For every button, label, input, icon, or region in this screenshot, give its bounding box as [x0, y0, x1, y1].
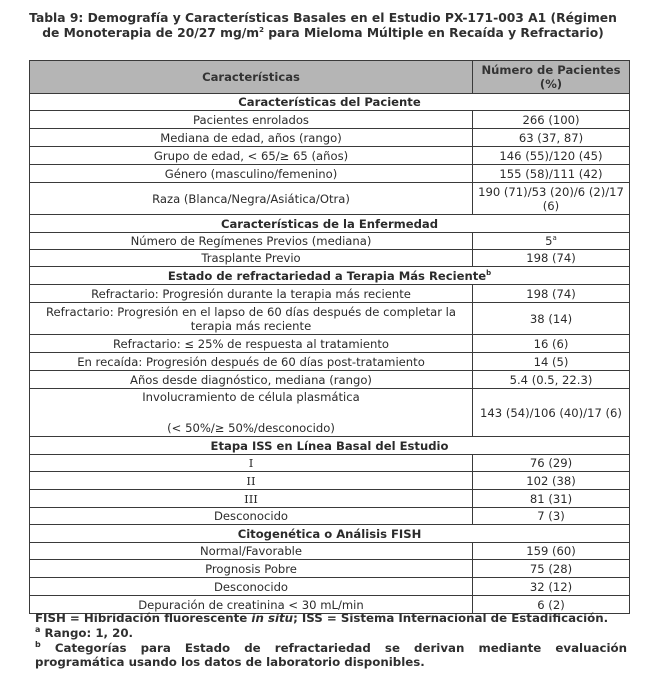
row-value: 16 (6) [473, 335, 630, 353]
table-row [30, 165, 630, 183]
footnote-marker: b [486, 268, 492, 277]
table-row [30, 335, 630, 353]
row-value: 266 (100) [473, 111, 630, 129]
table-row [30, 578, 630, 596]
row-label: En recaída: Progresión después de 60 días post-tratamiento [30, 353, 473, 371]
row-value: 38 (14) [473, 303, 630, 335]
row-label: II [30, 472, 473, 490]
header-characteristics: Características [30, 61, 473, 94]
row-label [30, 389, 473, 437]
row-value: 81 (31) [473, 490, 630, 508]
table-row [30, 472, 630, 490]
row-value: 63 (37, 87) [473, 129, 630, 147]
footnote-text: FISH = Hibridación fluorescente [35, 611, 252, 625]
row-value: 190 (71)/53 (20)/6 (2)/17 (6) [473, 183, 630, 215]
section-row [30, 525, 630, 543]
row-value: 143 (54)/106 (40)/17 (6) [473, 389, 630, 437]
row-label: Desconocido [30, 508, 473, 525]
row-label-line-1: Involucramiento de célula plasmática [142, 390, 360, 404]
row-label: Número de Regímenes Previos (mediana) [30, 233, 473, 250]
row-label: Pacientes enrolados [30, 111, 473, 129]
footnote-marker: a [552, 234, 557, 243]
footnote-b-line-2: programática usando los datos de laboratorio disponibles. [35, 655, 425, 669]
footnote-text: Rango: 1, 20. [40, 626, 134, 640]
row-value: 75 (28) [473, 560, 630, 578]
row-label: Depuración de creatinina < 30 mL/min [30, 596, 473, 614]
table-title [14, 11, 632, 41]
section-refractory [30, 267, 630, 285]
row-label-line-2: (< 50%/≥ 50%/desconocido) [167, 421, 335, 435]
footnote-text: Categorías para Estado de refractariedad se derivan mediante evaluación [40, 641, 627, 655]
table-row [30, 371, 630, 389]
row-label: Grupo de edad, < 65/≥ 65 (años) [30, 147, 473, 165]
row-label: Refractario: Progresión durante la terapia más reciente [30, 285, 473, 303]
row-value: 146 (55)/120 (45) [473, 147, 630, 165]
table-row [30, 129, 630, 147]
footnote-italic: in situ [251, 611, 294, 625]
table-header-row [30, 61, 630, 94]
value-text: 5 [545, 234, 553, 248]
table-row [30, 455, 630, 472]
row-value: 14 (5) [473, 353, 630, 371]
footnote-b [35, 642, 627, 656]
footnote-marker: b [35, 640, 41, 650]
section-iss: Etapa ISS en Línea Basal del Estudio [30, 437, 630, 455]
row-value: 198 (74) [473, 285, 630, 303]
section-text: Estado de refractariedad a Terapia Más Reciente [167, 268, 487, 283]
row-value: 5.4 (0.5, 22.3) [473, 371, 630, 389]
row-label: Mediana de edad, años (rango) [30, 129, 473, 147]
footnote-a [35, 627, 627, 641]
row-label: Refractario: Progresión en el lapso de 60 días después de completar la terapia más reciente [30, 303, 473, 335]
row-label: Años desde diagnóstico, mediana (rango) [30, 371, 473, 389]
title-line-2b: para Mieloma Múltiple en Recaída y Refractario) [263, 26, 604, 40]
table-row [30, 490, 630, 508]
title-superscript: 2 [259, 25, 264, 34]
table-row [30, 303, 630, 335]
section-cytogenetics: Citogenética o Análisis FISH [30, 525, 630, 543]
section-disease: Características de la Enfermedad [30, 215, 630, 233]
row-label: Raza (Blanca/Negra/Asiática/Otra) [30, 183, 473, 215]
section-patient: Características del Paciente [30, 94, 630, 111]
row-value: 6 (2) [473, 596, 630, 614]
title-line-2a: de Monoterapia de 20/27 mg/m [42, 26, 260, 40]
table-row [30, 147, 630, 165]
section-row [30, 94, 630, 111]
section-row [30, 437, 630, 455]
table-row [30, 250, 630, 267]
table-row [30, 111, 630, 129]
footnote-text: ; ISS = Sistema Internacional de Estadificación. [293, 611, 609, 625]
row-value [473, 233, 630, 250]
row-label: I [30, 455, 473, 472]
row-label: III [30, 490, 473, 508]
row-value: 155 (58)/111 (42) [473, 165, 630, 183]
footnote-marker: a [35, 625, 41, 635]
row-value: 102 (38) [473, 472, 630, 490]
table-row [30, 183, 630, 215]
section-row [30, 215, 630, 233]
table-row [30, 560, 630, 578]
footnote-abbreviations [35, 612, 627, 626]
row-value: 76 (29) [473, 455, 630, 472]
row-value: 159 (60) [473, 543, 630, 560]
row-label: Desconocido [30, 578, 473, 596]
row-label: Refractario: ≤ 25% de respuesta al tratamiento [30, 335, 473, 353]
table-row [30, 508, 630, 525]
section-row [30, 267, 630, 285]
table-row [30, 543, 630, 560]
table-row [30, 389, 630, 437]
row-value: 32 (12) [473, 578, 630, 596]
title-line-2 [14, 26, 632, 41]
row-value: 7 (3) [473, 508, 630, 525]
table-row [30, 353, 630, 371]
table-row [30, 233, 630, 250]
row-label: Género (masculino/femenino) [30, 165, 473, 183]
row-label: Trasplante Previo [30, 250, 473, 267]
header-patients: Número de Pacientes (%) [473, 61, 630, 94]
row-value: 198 (74) [473, 250, 630, 267]
row-label: Normal/Favorable [30, 543, 473, 560]
title-line-1: Tabla 9: Demografía y Características Basales en el Estudio PX-171-003 A1 (Régimen [29, 11, 617, 25]
row-label: Prognosis Pobre [30, 560, 473, 578]
table-row [30, 285, 630, 303]
demographics-table [29, 60, 630, 614]
